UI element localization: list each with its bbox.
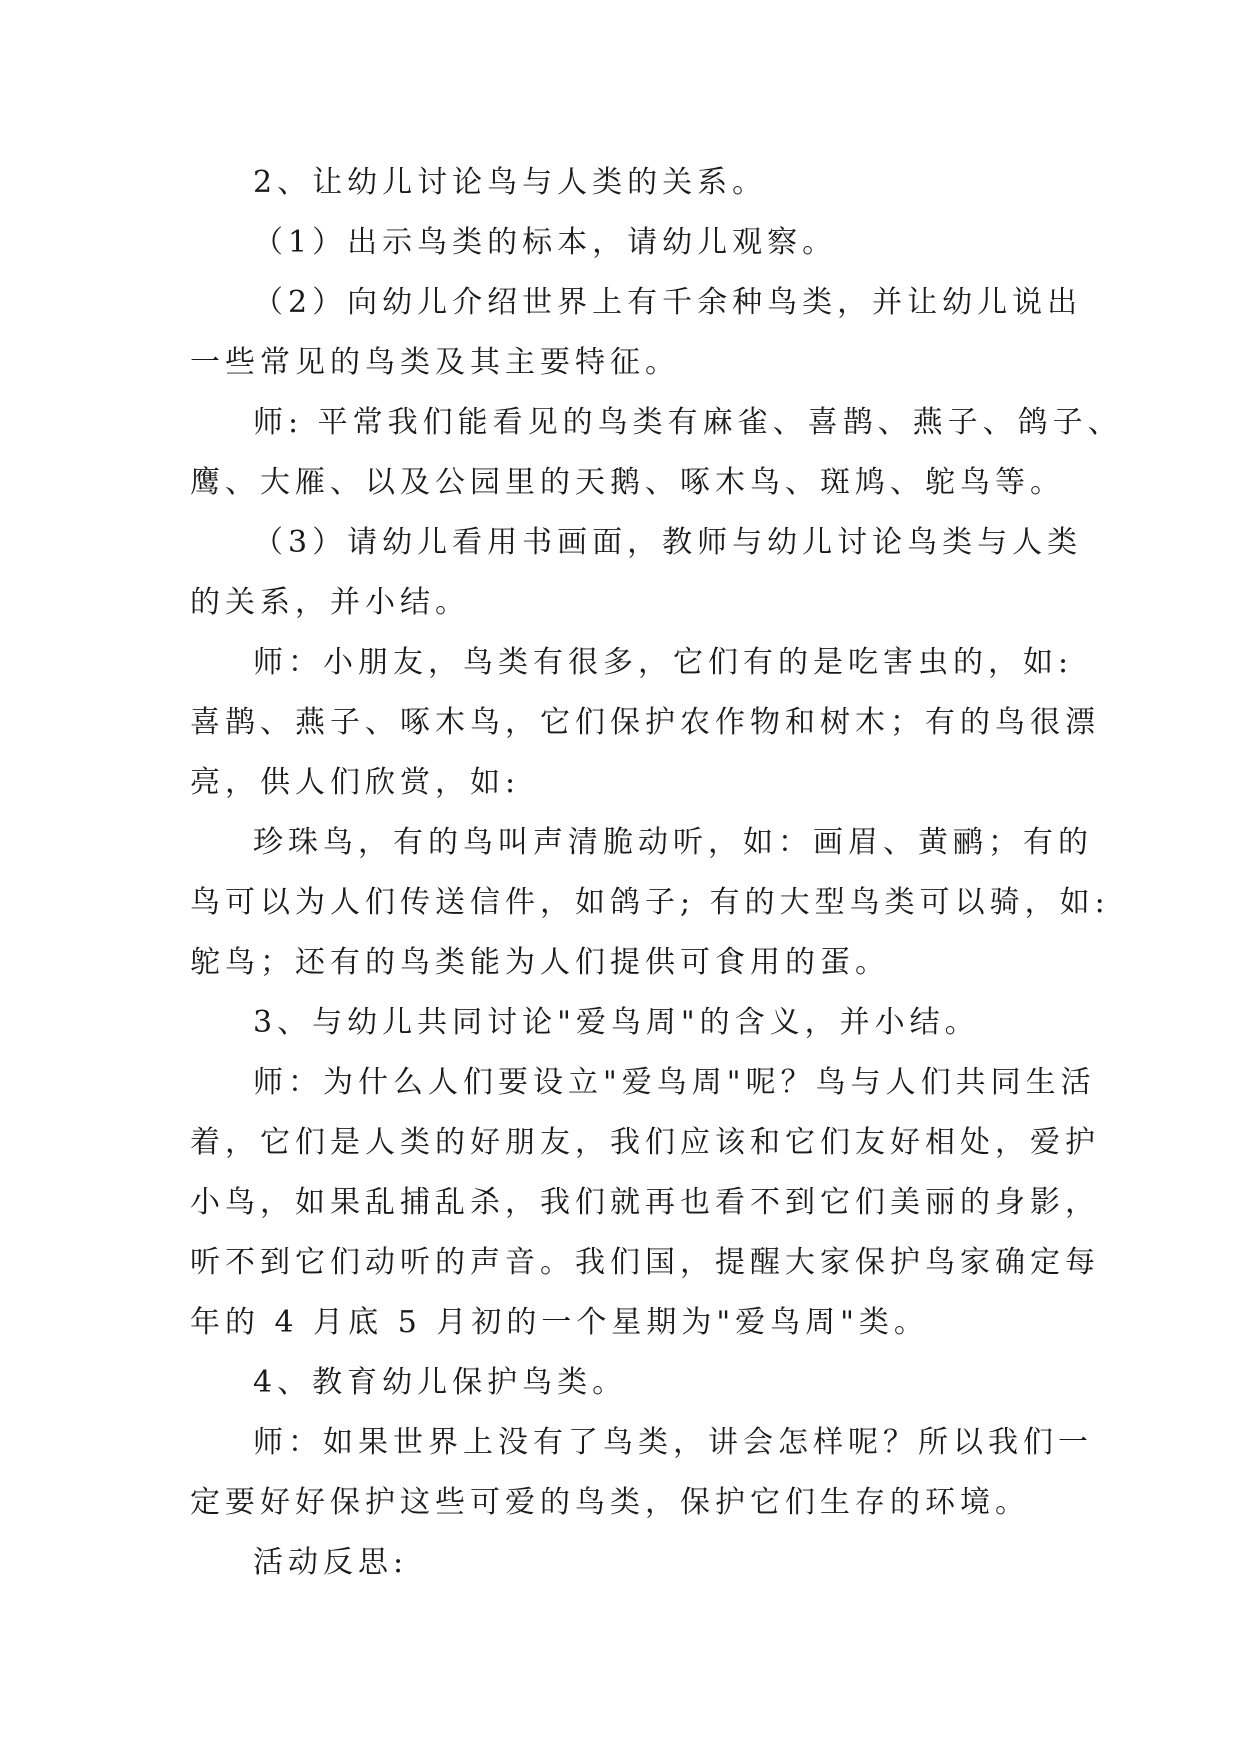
teacher-speech-2-line-3: 亮，供人们欣赏，如: xyxy=(190,765,521,800)
teacher-speech-3-line-2: 着，它们是人类的好朋友，我们应该和它们友好相处，爱护 xyxy=(190,1125,1100,1160)
section-3-heading: 3、与幼儿共同讨论"爱鸟周"的含义，并小结。 xyxy=(253,1005,980,1040)
teacher-speech-4-line-2: 定要好好保护这些可爱的鸟类，保护它们生存的环境。 xyxy=(190,1485,1030,1520)
section-4-heading: 4、教育幼儿保护鸟类。 xyxy=(253,1365,628,1400)
teacher-speech-2-line-1: 师：小朋友，鸟类有很多，它们有的是吃害虫的，如: xyxy=(253,645,1074,680)
teacher-speech-2-line-2: 喜鹊、燕子、啄木鸟，它们保护农作物和树木；有的鸟很漂 xyxy=(190,705,1100,740)
teacher-speech-4-line-1: 师：如果世界上没有了鸟类，讲会怎样呢？所以我们一 xyxy=(253,1425,1093,1460)
step-3-text-line-1: （3）请幼儿看用书画面，教师与幼儿讨论鸟类与人类 xyxy=(253,525,1083,560)
teacher-speech-1-line-1: 师: 平常我们能看见的鸟类有麻雀、喜鹊、燕子、鸽子、 xyxy=(253,405,1123,440)
bird-paragraph-line-1: 珍珠鸟，有的鸟叫声清脆动听，如：画眉、黄鹂；有的 xyxy=(253,825,1093,860)
bird-paragraph-line-3: 鸵鸟；还有的鸟类能为人们提供可食用的蛋。 xyxy=(190,945,890,980)
teacher-speech-3-line-4: 听不到它们动听的声音。我们国，提醒大家保护鸟家确定每 xyxy=(190,1245,1100,1280)
bird-paragraph-line-2: 鸟可以为人们传送信件，如鸽子; 有的大型鸟类可以骑，如: xyxy=(190,885,1110,920)
step-3-text-line-2: 的关系，并小结。 xyxy=(190,585,470,620)
teacher-speech-3-line-5: 年的 4 月底 5 月初的一个星期为"爱鸟周"类。 xyxy=(190,1305,929,1340)
section-2-heading: 2、让幼儿讨论鸟与人类的关系。 xyxy=(253,165,768,200)
step-1-text: （1）出示鸟类的标本，请幼儿观察。 xyxy=(253,225,838,260)
step-2-text-line-1: （2）向幼儿介绍世界上有千余种鸟类，并让幼儿说出 xyxy=(253,285,1083,320)
teacher-speech-1-line-2: 鹰、大雁、以及公园里的天鹅、啄木鸟、斑鸠、鸵鸟等。 xyxy=(190,465,1065,500)
teacher-speech-3-line-3: 小鸟，如果乱捕乱杀，我们就再也看不到它们美丽的身影， xyxy=(190,1185,1100,1220)
step-2-text-line-2: 一些常见的鸟类及其主要特征。 xyxy=(190,345,680,380)
activity-reflection-heading: 活动反思: xyxy=(253,1545,409,1580)
teacher-speech-3-line-1: 师：为什么人们要设立"爱鸟周"呢？鸟与人们共同生活 xyxy=(253,1065,1096,1100)
